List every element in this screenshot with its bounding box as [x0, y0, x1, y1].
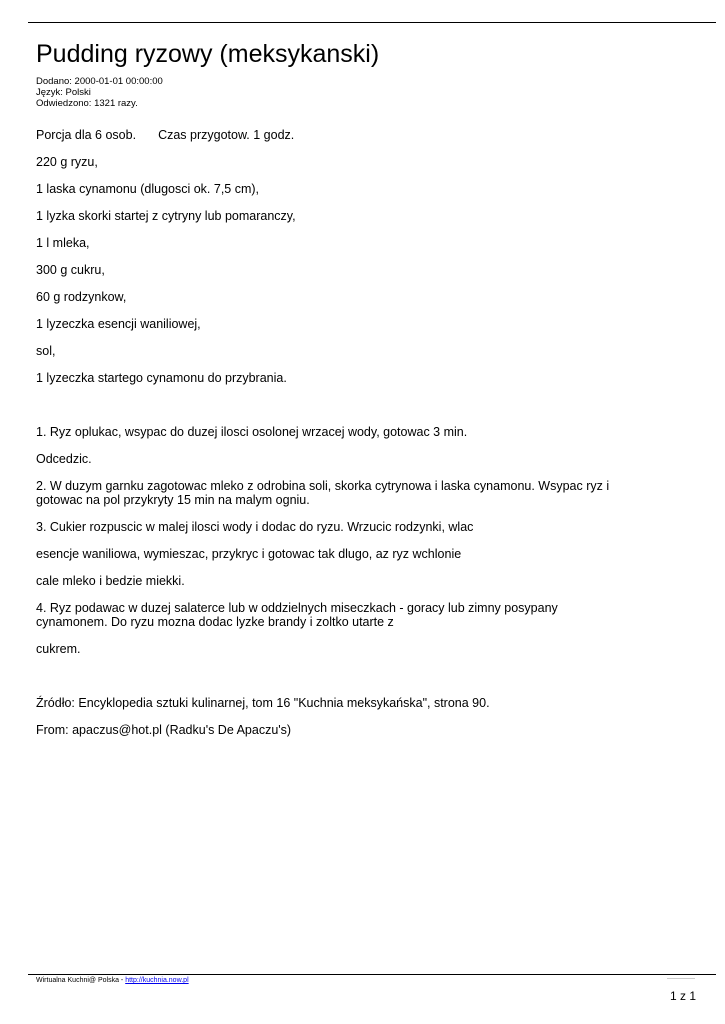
source-line: Źródło: Encyklopedia sztuki kulinarnej, tom 16 "Kuchnia meksykańska", strona 90.: [36, 696, 490, 710]
header-divider: [28, 22, 716, 23]
step-paragraph: cale mleko i bedzie miekki.: [36, 574, 185, 588]
recipe-meta: [36, 76, 163, 109]
recipe-content: [36, 128, 616, 750]
meta-added: Dodano: 2000-01-01 00:00:00: [36, 76, 163, 87]
footer-site: [36, 976, 189, 985]
footer-divider: [28, 974, 716, 975]
footer-site-link[interactable]: http://kuchnia.now.pl: [125, 977, 189, 984]
ingredient-item: 1 lyzeczka startego cynamonu do przybrania.: [36, 371, 287, 385]
ingredient-item: sol,: [36, 344, 56, 358]
ingredient-item: 1 l mleka,: [36, 236, 90, 250]
step-paragraph: Odcedzic.: [36, 452, 92, 466]
recipe-title: Pudding ryzowy (meksykanski): [36, 40, 380, 68]
portion-line: [36, 128, 616, 142]
step-paragraph: 1. Ryz oplukac, wsypac do duzej ilosci osolonej wrzacej wody, gotowac 3 min.: [36, 425, 468, 439]
footer-site-name: Wirtualna Kuchni@ Polska -: [36, 977, 126, 984]
footer-mark: [667, 978, 695, 979]
step-paragraph: 2. W duzym garnku zagotowac mleko z odrobina soli, skorka cytrynowa i laska cynamonu. Wsypac ryz i gotowac na pol przykryty 15 min na malym ogniu.: [36, 479, 610, 507]
ingredient-item: 60 g rodzynkow,: [36, 290, 127, 304]
portion-time: Czas przygotow. 1 godz.: [158, 128, 295, 142]
step-paragraph: esencje waniliowa, wymieszac, przykryc i gotowac tak dlugo, az ryz wchlonie: [36, 547, 462, 561]
meta-language: Język: Polski: [36, 87, 91, 98]
portion-servings: Porcja dla 6 osob.: [36, 128, 137, 142]
ingredient-item: 1 lyzeczka esencji waniliowej,: [36, 317, 201, 331]
step-paragraph: 3. Cukier rozpuscic w malej ilosci wody i dodac do ryzu. Wrzucic rodzynki, wlac: [36, 520, 474, 534]
ingredient-item: 1 laska cynamonu (dlugosci ok. 7,5 cm),: [36, 182, 260, 196]
ingredient-item: 300 g cukru,: [36, 263, 105, 277]
step-paragraph: cukrem.: [36, 642, 81, 656]
ingredient-item: 1 lyzka skorki startej z cytryny lub pomaranczy,: [36, 209, 296, 223]
step-paragraph: 4. Ryz podawac w duzej salaterce lub w oddzielnych miseczkach - goracy lub zimny posypany cynamonem. Do ryzu mozna dodac lyzke brandy i zoltko utarte z: [36, 601, 558, 629]
page-number: 1 z 1: [670, 989, 697, 1003]
from-line: From: apaczus@hot.pl (Radku's De Apaczu's): [36, 723, 292, 737]
ingredient-item: 220 g ryzu,: [36, 155, 98, 169]
meta-visited: Odwiedzono: 1321 razy.: [36, 98, 138, 109]
